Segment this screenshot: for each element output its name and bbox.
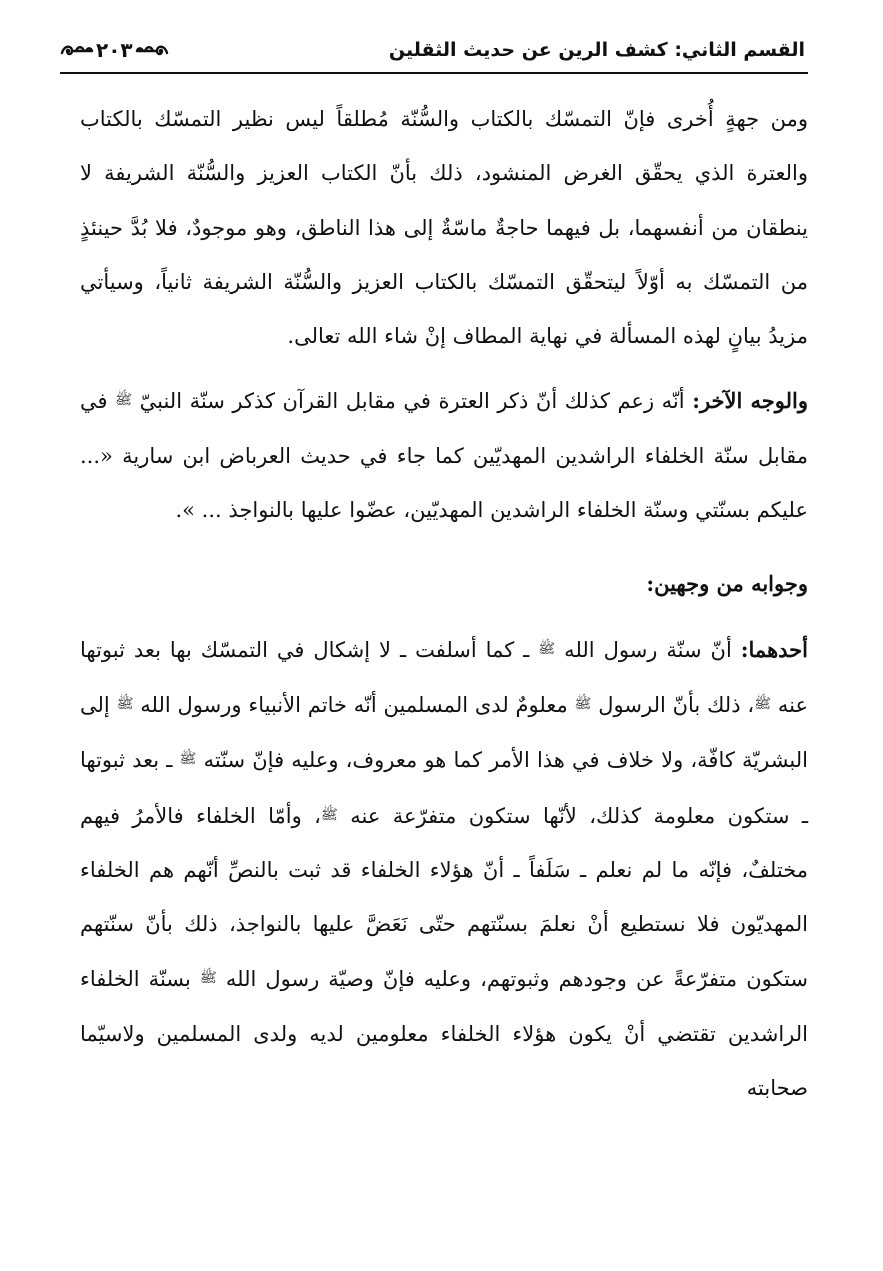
- honorific-symbol: ﷺ: [538, 640, 556, 657]
- paragraph-3-text-d: معلومٌ لدى المسلمين أنّه خاتم الأنبياء ورسول الله: [133, 692, 575, 717]
- paragraph-1: ومن جهةٍ أُخرى فإنّ التمسّك بالكتاب والسُّنّة مُطلقاً ليس نظير التمسّك بالكتاب والعترة الذي يحقّق الغرض المنشود، ذلك بأنّ الكتاب العزيز والسُّنّة الشريفة لا ينطقان من أنفسهما، بل فيهما حاجةٌ ماسّةٌ إلى هذا الناطق، وهو موجودٌ، فلا بُدَّ حينئذٍ من التمسّك به أوّلاً ليتحقّق التمسّك بالكتاب العزيز والسُّنّة الشريفة ثانياً، وسيأتي مزيدُ بيانٍ لهذه المسألة في نهاية المطاف إنْ شاء الله تعالى.: [80, 107, 808, 349]
- left-scroll-ornament-icon: [60, 41, 94, 59]
- right-scroll-ornament-icon: [135, 41, 169, 59]
- main-text: [80, 92, 808, 1115]
- paragraph-2-lead: والوجه الآخر:: [692, 388, 809, 414]
- paragraph-3: [80, 622, 808, 1116]
- running-header: [60, 28, 805, 72]
- paragraph-3-text-h: بسنّة الخلفاء الراشدين تقتضي أنْ يكون هؤلاء الخلفاء معلومين لديه ولدى المسلمين ولاسيّما صحابته: [80, 967, 808, 1101]
- paragraph-3-text-a: أنّ سنّة رسول الله: [555, 637, 741, 662]
- honorific-symbol: ﷺ: [754, 695, 772, 712]
- header-divider: [60, 72, 808, 74]
- paragraph-2: [80, 373, 808, 537]
- paragraph-3-text-e: إلى البشريّة كافّة، ولا خلاف في هذا الأمر كما هو معروف، وعليه فإنّ سنّته: [80, 692, 808, 773]
- header-title: القسم الثاني: كشف الرين عن حديث الثقلين: [388, 39, 805, 61]
- paragraph-2-text-b: في مقابل سنّة الخلفاء الراشدين المهديّين كما جاء في حديث العرباض ابن سارية «... عليكم بسنّتي وسنّة الخلفاء الراشدين المهديّين، عضّوا عليها بالنواجذ ... ».: [80, 389, 808, 523]
- paragraph-3-text-c: ، ذلك بأنّ الرسول: [591, 692, 755, 717]
- honorific-symbol: ﷺ: [320, 806, 338, 823]
- page-number: ٢٠٣: [96, 38, 133, 62]
- paragraph-3-text-f: ـ بعد ثبوتها ـ ستكون معلومة كذلك، لأنّها ستكون متفرّعة عنه: [80, 748, 808, 828]
- honorific-symbol: ﷺ: [116, 695, 134, 712]
- paragraph-3-text-g: ، وأمّا الخلفاء فالأمرُ فيهم مختلفٌ، فإنّه ما لم نعلم ـ سَلَفاً ـ أنّ هؤلاء الخلفاء قد ثبت بالنصِّ أنّهم هم الخلفاء المهديّون فلا نستطيع أنْ نعلمَ بسنّتهم حتّى نَعَضَّ عليها بالنواجذ، ذلك بأنّ سنّتهم ستكون متفرّعةً عن وجودهم وثبوتهم، وعليه فإنّ وصيّة رسول الله: [80, 803, 808, 992]
- page-number-block: [60, 38, 169, 62]
- honorific-symbol: ﷺ: [179, 751, 197, 768]
- section-heading: وجوابه من وجهين:: [646, 571, 808, 597]
- paragraph-3-lead: أحدهما:: [740, 636, 808, 662]
- honorific-symbol: ﷺ: [574, 695, 592, 712]
- honorific-symbol: ﷺ: [199, 970, 217, 987]
- paragraph-3-text-b: ـ كما أسلفت ـ لا إشكال في التمسّك بها بعد ثبوتها عنه: [80, 637, 809, 717]
- honorific-symbol: ﷺ: [115, 392, 133, 409]
- paragraph-2-text-a: أنّه زعم كذلك أنّ ذكر العترة في مقابل القرآن كذكر سنّة النبيّ: [132, 389, 693, 414]
